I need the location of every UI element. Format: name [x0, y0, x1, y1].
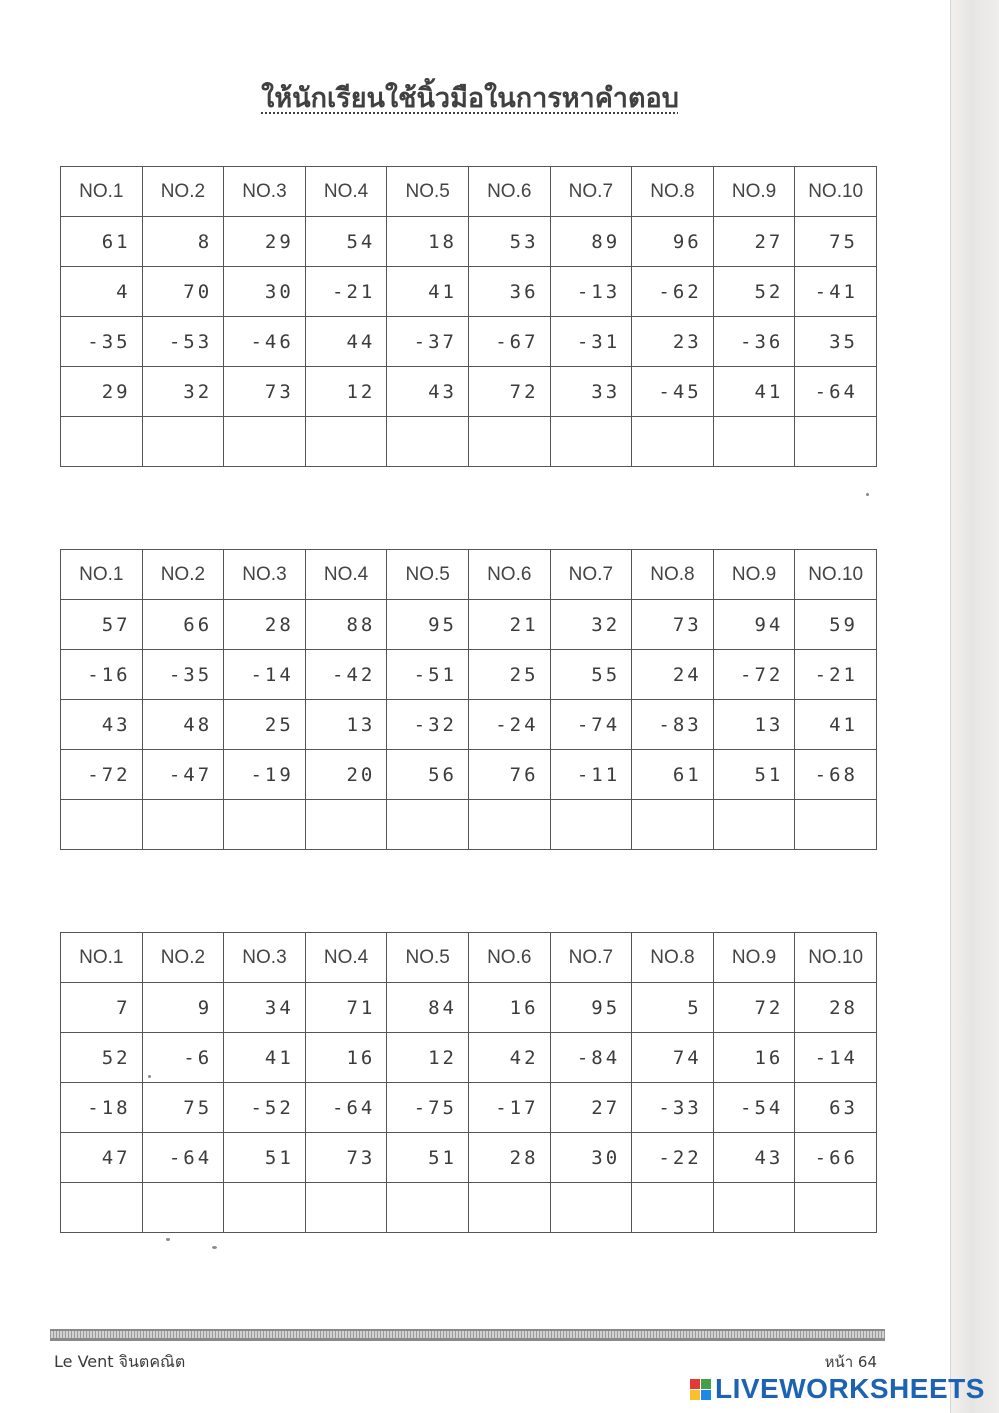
number-cell: 51 — [387, 1133, 469, 1183]
number-cell: -18 — [61, 1083, 143, 1133]
number-cell: 43 — [387, 367, 469, 417]
number-cell: -84 — [550, 1033, 632, 1083]
number-cell: 73 — [305, 1133, 387, 1183]
column-header: NO.2 — [142, 933, 224, 983]
column-header: NO.5 — [387, 933, 469, 983]
column-header: NO.10 — [795, 550, 877, 600]
number-cell: 95 — [550, 983, 632, 1033]
column-header: NO.3 — [224, 167, 306, 217]
number-cell: -17 — [468, 1083, 550, 1133]
number-cell: -35 — [142, 650, 224, 700]
number-cell: 41 — [795, 700, 877, 750]
number-cell: -33 — [632, 1083, 714, 1133]
number-cell: 41 — [713, 367, 795, 417]
table-row — [61, 367, 877, 417]
number-cell: 43 — [713, 1133, 795, 1183]
answer-cell[interactable] — [713, 1183, 795, 1233]
number-cell: -72 — [713, 650, 795, 700]
answer-cell[interactable] — [550, 1183, 632, 1233]
number-cell: 52 — [713, 267, 795, 317]
number-cell: 88 — [305, 600, 387, 650]
number-cell: -46 — [224, 317, 306, 367]
number-cell: 30 — [550, 1133, 632, 1183]
number-cell: 8 — [142, 217, 224, 267]
table-row — [61, 1133, 877, 1183]
number-cell: 51 — [224, 1133, 306, 1183]
header-row — [61, 550, 877, 600]
column-header: NO.10 — [795, 933, 877, 983]
number-cell: 5 — [632, 983, 714, 1033]
number-cell: 75 — [142, 1083, 224, 1133]
scan-speck — [866, 493, 869, 496]
number-cell: 20 — [305, 750, 387, 800]
number-cell: 16 — [305, 1033, 387, 1083]
answer-cell[interactable] — [142, 1183, 224, 1233]
answer-cell[interactable] — [713, 417, 795, 467]
number-cell: 76 — [468, 750, 550, 800]
number-cell: 72 — [713, 983, 795, 1033]
number-cell: 18 — [387, 217, 469, 267]
table-row — [61, 317, 877, 367]
column-header: NO.4 — [305, 167, 387, 217]
table-row — [61, 700, 877, 750]
number-cell: -64 — [142, 1133, 224, 1183]
number-cell: 28 — [795, 983, 877, 1033]
number-cell: -6 — [142, 1033, 224, 1083]
number-cell: 25 — [224, 700, 306, 750]
number-cell: 43 — [61, 700, 143, 750]
answer-row — [61, 417, 877, 467]
worksheet-table-3 — [60, 932, 877, 1233]
column-header: NO.4 — [305, 933, 387, 983]
number-cell: 29 — [224, 217, 306, 267]
column-header: NO.7 — [550, 167, 632, 217]
answer-cell[interactable] — [224, 1183, 306, 1233]
column-header: NO.8 — [632, 167, 714, 217]
column-header: NO.1 — [61, 933, 143, 983]
number-cell: 57 — [61, 600, 143, 650]
answer-row — [61, 1183, 877, 1233]
number-cell: 30 — [224, 267, 306, 317]
number-cell: -51 — [387, 650, 469, 700]
number-cell: 32 — [550, 600, 632, 650]
scan-speck — [166, 1238, 170, 1241]
column-header: NO.4 — [305, 550, 387, 600]
answer-cell[interactable] — [550, 800, 632, 850]
number-cell: -22 — [632, 1133, 714, 1183]
table-row — [61, 1083, 877, 1133]
number-cell: -64 — [305, 1083, 387, 1133]
number-cell: 4 — [61, 267, 143, 317]
number-cell: 59 — [795, 600, 877, 650]
header-row — [61, 167, 877, 217]
number-cell: 36 — [468, 267, 550, 317]
number-cell: 12 — [305, 367, 387, 417]
number-cell: -11 — [550, 750, 632, 800]
column-header: NO.8 — [632, 550, 714, 600]
number-cell: 47 — [61, 1133, 143, 1183]
number-cell: -41 — [795, 267, 877, 317]
number-cell: -21 — [305, 267, 387, 317]
table-row — [61, 600, 877, 650]
answer-cell[interactable] — [468, 800, 550, 850]
answer-row — [61, 800, 877, 850]
number-cell: -42 — [305, 650, 387, 700]
number-cell: 9 — [142, 983, 224, 1033]
answer-cell[interactable] — [224, 800, 306, 850]
footer-rule — [50, 1329, 885, 1341]
number-cell: 56 — [387, 750, 469, 800]
column-header: NO.5 — [387, 550, 469, 600]
number-cell: 28 — [468, 1133, 550, 1183]
column-header: NO.6 — [468, 167, 550, 217]
liveworksheets-brand[interactable] — [690, 1374, 985, 1404]
answer-cell[interactable] — [713, 800, 795, 850]
number-cell: -35 — [61, 317, 143, 367]
number-cell: 95 — [387, 600, 469, 650]
number-cell: 41 — [387, 267, 469, 317]
answer-cell[interactable] — [632, 800, 714, 850]
number-cell: 70 — [142, 267, 224, 317]
number-cell: -36 — [713, 317, 795, 367]
number-cell: -14 — [224, 650, 306, 700]
number-cell: -83 — [632, 700, 714, 750]
number-cell: -13 — [550, 267, 632, 317]
number-cell: -24 — [468, 700, 550, 750]
number-cell: 75 — [795, 217, 877, 267]
number-cell: -66 — [795, 1133, 877, 1183]
answer-cell[interactable] — [61, 417, 143, 467]
number-cell: -62 — [632, 267, 714, 317]
header-row — [61, 933, 877, 983]
number-cell: 72 — [468, 367, 550, 417]
number-cell: -53 — [142, 317, 224, 367]
number-cell: 44 — [305, 317, 387, 367]
number-cell: 13 — [713, 700, 795, 750]
number-cell: 32 — [142, 367, 224, 417]
column-header: NO.2 — [142, 167, 224, 217]
number-cell: 48 — [142, 700, 224, 750]
worksheet-table-1 — [60, 166, 877, 467]
number-cell: 16 — [468, 983, 550, 1033]
number-cell: -37 — [387, 317, 469, 367]
column-header: NO.5 — [387, 167, 469, 217]
brand-text: LIVEWORKSHEETS — [715, 1373, 985, 1404]
number-cell: 66 — [142, 600, 224, 650]
number-cell: -45 — [632, 367, 714, 417]
number-cell: 61 — [61, 217, 143, 267]
number-cell: 94 — [713, 600, 795, 650]
answer-cell[interactable] — [387, 1183, 469, 1233]
number-cell: 71 — [305, 983, 387, 1033]
answer-cell[interactable] — [142, 417, 224, 467]
answer-cell[interactable] — [632, 1183, 714, 1233]
table-row — [61, 983, 877, 1033]
number-cell: 27 — [550, 1083, 632, 1133]
table-row — [61, 750, 877, 800]
number-cell: 55 — [550, 650, 632, 700]
number-cell: 84 — [387, 983, 469, 1033]
number-cell: 28 — [224, 600, 306, 650]
number-cell: 63 — [795, 1083, 877, 1133]
number-cell: 42 — [468, 1033, 550, 1083]
number-cell: 34 — [224, 983, 306, 1033]
number-cell: -67 — [468, 317, 550, 367]
number-cell: -14 — [795, 1033, 877, 1083]
number-cell: 21 — [468, 600, 550, 650]
answer-cell[interactable] — [632, 417, 714, 467]
table-row — [61, 1033, 877, 1083]
number-cell: 25 — [468, 650, 550, 700]
column-header: NO.8 — [632, 933, 714, 983]
column-header: NO.6 — [468, 550, 550, 600]
column-header: NO.9 — [713, 550, 795, 600]
column-header: NO.10 — [795, 167, 877, 217]
number-cell: 16 — [713, 1033, 795, 1083]
column-header: NO.9 — [713, 933, 795, 983]
number-cell: 23 — [632, 317, 714, 367]
answer-cell[interactable] — [387, 800, 469, 850]
answer-cell[interactable] — [305, 417, 387, 467]
number-cell: 74 — [632, 1033, 714, 1083]
number-cell: 51 — [713, 750, 795, 800]
answer-cell[interactable] — [142, 800, 224, 850]
number-cell: -75 — [387, 1083, 469, 1133]
answer-cell[interactable] — [795, 800, 877, 850]
answer-cell[interactable] — [387, 417, 469, 467]
number-cell: 24 — [632, 650, 714, 700]
column-header: NO.9 — [713, 167, 795, 217]
table-row — [61, 217, 877, 267]
number-cell: -19 — [224, 750, 306, 800]
answer-cell[interactable] — [305, 1183, 387, 1233]
column-header: NO.7 — [550, 933, 632, 983]
answer-cell[interactable] — [61, 1183, 143, 1233]
column-header: NO.3 — [224, 933, 306, 983]
number-cell: 27 — [713, 217, 795, 267]
number-cell: 73 — [632, 600, 714, 650]
answer-cell[interactable] — [61, 800, 143, 850]
number-cell: 29 — [61, 367, 143, 417]
scan-speck — [212, 1246, 217, 1249]
column-header: NO.2 — [142, 550, 224, 600]
number-cell: 12 — [387, 1033, 469, 1083]
number-cell: -68 — [795, 750, 877, 800]
number-cell: -52 — [224, 1083, 306, 1133]
number-cell: -64 — [795, 367, 877, 417]
number-cell: -21 — [795, 650, 877, 700]
number-cell: -31 — [550, 317, 632, 367]
answer-cell[interactable] — [224, 417, 306, 467]
number-cell: 7 — [61, 983, 143, 1033]
answer-cell[interactable] — [468, 1183, 550, 1233]
table-row — [61, 267, 877, 317]
number-cell: 35 — [795, 317, 877, 367]
number-cell: -32 — [387, 700, 469, 750]
page-title: ให้นักเรียนใช้นิ้วมือในการหาคำตอบ — [261, 83, 679, 114]
worksheet-table-2 — [60, 549, 877, 850]
number-cell: 52 — [61, 1033, 143, 1083]
answer-cell[interactable] — [550, 417, 632, 467]
page-edge — [950, 0, 999, 1413]
number-cell: -54 — [713, 1083, 795, 1133]
column-header: NO.7 — [550, 550, 632, 600]
number-cell: 96 — [632, 217, 714, 267]
column-header: NO.1 — [61, 550, 143, 600]
number-cell: 54 — [305, 217, 387, 267]
footer-page-number: หน้า 64 — [824, 1353, 877, 1371]
column-header: NO.1 — [61, 167, 143, 217]
number-cell: 73 — [224, 367, 306, 417]
answer-cell[interactable] — [795, 1183, 877, 1233]
footer-book-title: Le Vent จินตคณิต — [54, 1352, 186, 1371]
number-cell: 41 — [224, 1033, 306, 1083]
number-cell: 61 — [632, 750, 714, 800]
answer-cell[interactable] — [795, 417, 877, 467]
number-cell: 89 — [550, 217, 632, 267]
number-cell: -16 — [61, 650, 143, 700]
number-cell: -47 — [142, 750, 224, 800]
number-cell: -74 — [550, 700, 632, 750]
number-cell: 33 — [550, 367, 632, 417]
column-header: NO.3 — [224, 550, 306, 600]
liveworksheets-logo-icon — [690, 1379, 711, 1400]
number-cell: 13 — [305, 700, 387, 750]
number-cell: 53 — [468, 217, 550, 267]
answer-cell[interactable] — [468, 417, 550, 467]
table-row — [61, 650, 877, 700]
number-cell: -72 — [61, 750, 143, 800]
column-header: NO.6 — [468, 933, 550, 983]
answer-cell[interactable] — [305, 800, 387, 850]
scan-speck — [148, 1075, 151, 1078]
